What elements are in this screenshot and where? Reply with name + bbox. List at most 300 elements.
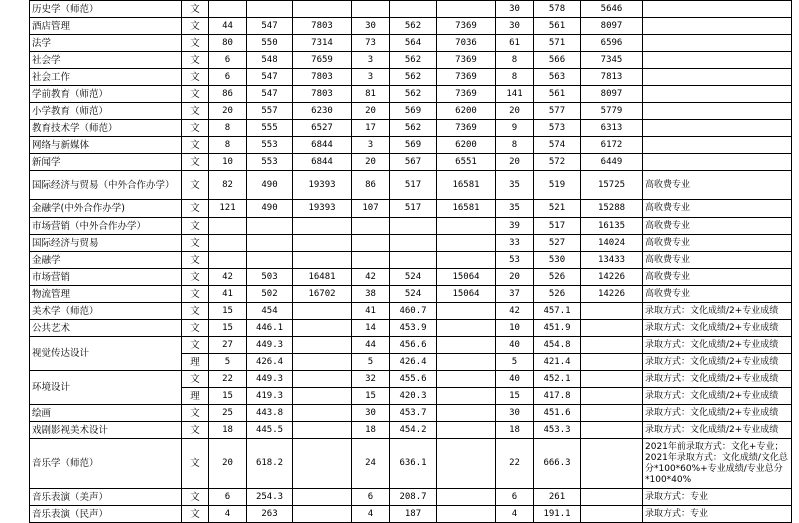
value-cell: 16581 xyxy=(437,171,496,200)
value-cell xyxy=(293,405,352,422)
table-row xyxy=(30,18,792,35)
value-cell: 453.9 xyxy=(390,320,437,337)
value-cell: 41 xyxy=(352,303,390,320)
value-cell: 6 xyxy=(496,489,534,506)
admission-score-table xyxy=(29,0,792,523)
subject-type-cell: 文 xyxy=(182,35,209,52)
value-cell: 8097 xyxy=(581,18,643,35)
value-cell: 419.3 xyxy=(247,388,293,405)
value-cell xyxy=(437,371,496,388)
value-cell xyxy=(581,489,643,506)
value-cell: 7369 xyxy=(437,120,496,137)
value-cell: 4 xyxy=(352,506,390,523)
value-cell: 5 xyxy=(496,354,534,371)
value-cell: 564 xyxy=(390,35,437,52)
value-cell: 24 xyxy=(352,439,390,489)
value-cell: 6449 xyxy=(581,154,643,171)
value-cell xyxy=(437,235,496,252)
value-cell xyxy=(581,422,643,439)
subject-type-cell: 文 xyxy=(182,303,209,320)
value-cell: 191.1 xyxy=(534,506,581,523)
value-cell: 3 xyxy=(352,137,390,154)
value-cell: 15064 xyxy=(437,286,496,303)
value-cell: 254.3 xyxy=(247,489,293,506)
value-cell xyxy=(293,1,352,18)
value-cell: 15 xyxy=(496,388,534,405)
value-cell: 4 xyxy=(496,506,534,523)
value-cell: 460.7 xyxy=(390,303,437,320)
note-cell: 录取方式：文化成绩/2+专业成绩 xyxy=(643,422,792,439)
value-cell: 19393 xyxy=(293,200,352,218)
value-cell: 14 xyxy=(352,320,390,337)
subject-type-cell: 文 xyxy=(182,69,209,86)
value-cell: 37 xyxy=(496,286,534,303)
value-cell: 8 xyxy=(496,69,534,86)
value-cell: 6313 xyxy=(581,120,643,137)
note-cell xyxy=(643,137,792,154)
table-row xyxy=(30,439,792,489)
value-cell xyxy=(437,218,496,235)
value-cell: 6527 xyxy=(293,120,352,137)
value-cell xyxy=(293,422,352,439)
value-cell: 519 xyxy=(534,171,581,200)
value-cell: 562 xyxy=(390,52,437,69)
value-cell: 17 xyxy=(352,120,390,137)
value-cell: 121 xyxy=(209,200,247,218)
value-cell: 208.7 xyxy=(390,489,437,506)
value-cell: 42 xyxy=(352,269,390,286)
value-cell: 555 xyxy=(247,120,293,137)
value-cell xyxy=(437,388,496,405)
note-cell: 高收费专业 xyxy=(643,269,792,286)
major-name-cell: 网络与新媒体 xyxy=(30,137,182,154)
value-cell: 527 xyxy=(534,235,581,252)
value-cell xyxy=(390,1,437,18)
note-cell xyxy=(643,35,792,52)
value-cell: 18 xyxy=(496,422,534,439)
value-cell: 15 xyxy=(209,388,247,405)
value-cell: 578 xyxy=(534,1,581,18)
value-cell: 22 xyxy=(496,439,534,489)
subject-type-cell: 文 xyxy=(182,439,209,489)
subject-type-cell: 文 xyxy=(182,489,209,506)
note-cell: 2021年前录取方式：文化+专业； 2021年录取方式：文化成绩/文化总分*100*60%+专业成绩/专业总分*100*40% xyxy=(643,439,792,489)
value-cell: 33 xyxy=(496,235,534,252)
value-cell: 42 xyxy=(209,269,247,286)
value-cell: 14226 xyxy=(581,286,643,303)
value-cell xyxy=(247,252,293,269)
value-cell: 574 xyxy=(534,137,581,154)
major-name-cell: 法学 xyxy=(30,35,182,52)
value-cell: 417.8 xyxy=(534,388,581,405)
table-row xyxy=(30,35,792,52)
value-cell: 15725 xyxy=(581,171,643,200)
subject-type-cell: 文 xyxy=(182,422,209,439)
value-cell: 3 xyxy=(352,52,390,69)
value-cell: 455.6 xyxy=(390,371,437,388)
value-cell xyxy=(293,388,352,405)
value-cell: 4 xyxy=(209,506,247,523)
table-row xyxy=(30,69,792,86)
note-cell: 录取方式：专业 xyxy=(643,506,792,523)
value-cell: 32 xyxy=(352,371,390,388)
note-cell: 录取方式：文化成绩/2+专业成绩 xyxy=(643,388,792,405)
value-cell xyxy=(293,320,352,337)
value-cell: 40 xyxy=(496,371,534,388)
value-cell: 8 xyxy=(496,137,534,154)
value-cell: 10 xyxy=(209,154,247,171)
value-cell: 547 xyxy=(247,69,293,86)
value-cell: 8097 xyxy=(581,86,643,103)
note-cell xyxy=(643,52,792,69)
subject-type-cell: 文 xyxy=(182,103,209,120)
subject-type-cell: 文 xyxy=(182,506,209,523)
value-cell xyxy=(581,506,643,523)
major-name-cell: 戏剧影视美术设计 xyxy=(30,422,182,439)
value-cell: 562 xyxy=(390,69,437,86)
subject-type-cell: 理 xyxy=(182,354,209,371)
value-cell: 7314 xyxy=(293,35,352,52)
value-cell xyxy=(581,337,643,354)
value-cell: 20 xyxy=(352,154,390,171)
value-cell: 107 xyxy=(352,200,390,218)
value-cell: 449.3 xyxy=(247,371,293,388)
value-cell: 453.3 xyxy=(534,422,581,439)
note-cell xyxy=(643,1,792,18)
value-cell: 577 xyxy=(534,103,581,120)
value-cell: 490 xyxy=(247,200,293,218)
major-name-cell: 国际经济与贸易（中外合作办学） xyxy=(30,171,182,200)
value-cell: 81 xyxy=(352,86,390,103)
value-cell: 15 xyxy=(209,320,247,337)
value-cell: 261 xyxy=(534,489,581,506)
value-cell: 503 xyxy=(247,269,293,286)
value-cell: 562 xyxy=(390,120,437,137)
value-cell: 44 xyxy=(209,18,247,35)
value-cell: 562 xyxy=(390,18,437,35)
value-cell xyxy=(293,218,352,235)
value-cell: 6596 xyxy=(581,35,643,52)
value-cell xyxy=(352,252,390,269)
value-cell: 5 xyxy=(352,354,390,371)
value-cell: 572 xyxy=(534,154,581,171)
note-cell: 录取方式：专业 xyxy=(643,489,792,506)
value-cell: 263 xyxy=(247,506,293,523)
value-cell xyxy=(437,506,496,523)
value-cell: 15 xyxy=(352,388,390,405)
value-cell: 6551 xyxy=(437,154,496,171)
major-name-cell: 学前教育（师范） xyxy=(30,86,182,103)
major-name-cell: 酒店管理 xyxy=(30,18,182,35)
major-name-cell: 金融学 xyxy=(30,252,182,269)
value-cell xyxy=(293,371,352,388)
value-cell: 80 xyxy=(209,35,247,52)
value-cell xyxy=(437,489,496,506)
value-cell: 524 xyxy=(390,269,437,286)
value-cell: 20 xyxy=(496,154,534,171)
value-cell xyxy=(581,439,643,489)
value-cell xyxy=(437,1,496,18)
value-cell: 517 xyxy=(390,200,437,218)
value-cell: 562 xyxy=(390,86,437,103)
value-cell xyxy=(209,235,247,252)
value-cell: 426.4 xyxy=(390,354,437,371)
value-cell: 526 xyxy=(534,269,581,286)
note-cell: 高收费专业 xyxy=(643,235,792,252)
value-cell: 18 xyxy=(209,422,247,439)
value-cell: 530 xyxy=(534,252,581,269)
note-cell xyxy=(643,69,792,86)
value-cell: 454.2 xyxy=(390,422,437,439)
major-name-cell: 社会工作 xyxy=(30,69,182,86)
note-cell xyxy=(643,86,792,103)
value-cell: 18 xyxy=(352,422,390,439)
value-cell: 567 xyxy=(390,154,437,171)
subject-type-cell: 文 xyxy=(182,171,209,200)
value-cell: 6 xyxy=(209,69,247,86)
value-cell: 5646 xyxy=(581,1,643,18)
value-cell xyxy=(437,422,496,439)
table-row xyxy=(30,137,792,154)
value-cell xyxy=(293,252,352,269)
value-cell: 39 xyxy=(496,218,534,235)
major-name-cell: 绘画 xyxy=(30,405,182,422)
value-cell: 3 xyxy=(352,69,390,86)
subject-type-cell: 文 xyxy=(182,269,209,286)
value-cell: 566 xyxy=(534,52,581,69)
major-name-cell: 美术学（师范） xyxy=(30,303,182,320)
table-row xyxy=(30,154,792,171)
value-cell: 454.8 xyxy=(534,337,581,354)
value-cell: 187 xyxy=(390,506,437,523)
value-cell xyxy=(437,252,496,269)
value-cell xyxy=(581,303,643,320)
major-name-cell: 公共艺术 xyxy=(30,320,182,337)
value-cell: 569 xyxy=(390,103,437,120)
value-cell: 573 xyxy=(534,120,581,137)
note-cell: 高收费专业 xyxy=(643,218,792,235)
value-cell: 20 xyxy=(209,439,247,489)
subject-type-cell: 文 xyxy=(182,137,209,154)
value-cell: 141 xyxy=(496,86,534,103)
value-cell: 53 xyxy=(496,252,534,269)
value-cell: 5 xyxy=(209,354,247,371)
value-cell: 452.1 xyxy=(534,371,581,388)
note-cell xyxy=(643,120,792,137)
value-cell: 557 xyxy=(247,103,293,120)
value-cell: 524 xyxy=(390,286,437,303)
subject-type-cell: 文 xyxy=(182,371,209,388)
value-cell xyxy=(437,354,496,371)
value-cell xyxy=(581,354,643,371)
value-cell: 457.1 xyxy=(534,303,581,320)
value-cell: 40 xyxy=(496,337,534,354)
subject-type-cell: 文 xyxy=(182,286,209,303)
value-cell: 38 xyxy=(352,286,390,303)
value-cell: 426.4 xyxy=(247,354,293,371)
value-cell: 421.4 xyxy=(534,354,581,371)
subject-type-cell: 文 xyxy=(182,337,209,354)
value-cell xyxy=(390,218,437,235)
major-name-cell: 市场营销 xyxy=(30,269,182,286)
value-cell xyxy=(352,235,390,252)
value-cell: 517 xyxy=(534,218,581,235)
note-cell xyxy=(643,154,792,171)
value-cell: 7803 xyxy=(293,18,352,35)
value-cell: 636.1 xyxy=(390,439,437,489)
value-cell: 502 xyxy=(247,286,293,303)
note-cell: 录取方式：文化成绩/2+专业成绩 xyxy=(643,303,792,320)
table-row xyxy=(30,86,792,103)
value-cell xyxy=(437,405,496,422)
value-cell: 8 xyxy=(209,137,247,154)
note-cell: 高收费专业 xyxy=(643,286,792,303)
value-cell: 618.2 xyxy=(247,439,293,489)
value-cell: 446.1 xyxy=(247,320,293,337)
value-cell: 16702 xyxy=(293,286,352,303)
value-cell: 20 xyxy=(209,103,247,120)
value-cell: 7369 xyxy=(437,52,496,69)
value-cell: 526 xyxy=(534,286,581,303)
value-cell: 16581 xyxy=(437,200,496,218)
value-cell: 7803 xyxy=(293,86,352,103)
table-row xyxy=(30,269,792,286)
value-cell: 547 xyxy=(247,86,293,103)
value-cell: 42 xyxy=(496,303,534,320)
table-row xyxy=(30,218,792,235)
major-name-cell: 历史学（师范） xyxy=(30,1,182,18)
note-cell: 录取方式：文化成绩/2+专业成绩 xyxy=(643,405,792,422)
value-cell: 521 xyxy=(534,200,581,218)
note-cell: 高收费专业 xyxy=(643,171,792,200)
value-cell: 5779 xyxy=(581,103,643,120)
table-row xyxy=(30,303,792,320)
subject-type-cell: 文 xyxy=(182,252,209,269)
note-cell: 录取方式：文化成绩/2+专业成绩 xyxy=(643,371,792,388)
value-cell: 22 xyxy=(209,371,247,388)
value-cell: 420.3 xyxy=(390,388,437,405)
value-cell: 6844 xyxy=(293,137,352,154)
value-cell xyxy=(352,218,390,235)
major-name-cell: 教育技术学（师范） xyxy=(30,120,182,137)
table-row xyxy=(30,405,792,422)
value-cell xyxy=(293,303,352,320)
value-cell xyxy=(293,235,352,252)
value-cell: 454 xyxy=(247,303,293,320)
value-cell: 41 xyxy=(209,286,247,303)
value-cell: 82 xyxy=(209,171,247,200)
value-cell: 666.3 xyxy=(534,439,581,489)
value-cell xyxy=(247,218,293,235)
note-cell xyxy=(643,103,792,120)
value-cell: 44 xyxy=(352,337,390,354)
value-cell xyxy=(293,506,352,523)
value-cell: 35 xyxy=(496,200,534,218)
table-row xyxy=(30,286,792,303)
value-cell: 73 xyxy=(352,35,390,52)
value-cell: 451.6 xyxy=(534,405,581,422)
value-cell: 6844 xyxy=(293,154,352,171)
value-cell: 6 xyxy=(352,489,390,506)
note-cell: 高收费专业 xyxy=(643,252,792,269)
note-cell: 录取方式：文化成绩/2+专业成绩 xyxy=(643,354,792,371)
subject-type-cell: 文 xyxy=(182,86,209,103)
value-cell: 13433 xyxy=(581,252,643,269)
value-cell: 8 xyxy=(496,52,534,69)
table-row xyxy=(30,422,792,439)
value-cell: 456.6 xyxy=(390,337,437,354)
major-name-cell: 国际经济与贸易 xyxy=(30,235,182,252)
value-cell xyxy=(437,303,496,320)
value-cell: 548 xyxy=(247,52,293,69)
subject-type-cell: 文 xyxy=(182,320,209,337)
value-cell: 561 xyxy=(534,18,581,35)
value-cell: 7036 xyxy=(437,35,496,52)
value-cell: 15 xyxy=(209,303,247,320)
value-cell: 6172 xyxy=(581,137,643,154)
value-cell: 86 xyxy=(352,171,390,200)
value-cell: 7803 xyxy=(293,69,352,86)
table-row xyxy=(30,103,792,120)
value-cell: 30 xyxy=(496,1,534,18)
subject-type-cell: 文 xyxy=(182,200,209,218)
value-cell: 27 xyxy=(209,337,247,354)
subject-type-cell: 文 xyxy=(182,120,209,137)
value-cell xyxy=(293,337,352,354)
value-cell: 19393 xyxy=(293,171,352,200)
major-name-cell: 音乐表演（美声） xyxy=(30,489,182,506)
subject-type-cell: 文 xyxy=(182,218,209,235)
value-cell: 8 xyxy=(209,120,247,137)
major-name-cell: 金融学(中外合作办学) xyxy=(30,200,182,218)
major-name-cell: 音乐学（师范） xyxy=(30,439,182,489)
table-row xyxy=(30,506,792,523)
value-cell: 86 xyxy=(209,86,247,103)
value-cell xyxy=(390,252,437,269)
value-cell: 14024 xyxy=(581,235,643,252)
value-cell xyxy=(293,489,352,506)
value-cell xyxy=(247,235,293,252)
value-cell: 7369 xyxy=(437,86,496,103)
value-cell: 15288 xyxy=(581,200,643,218)
table-row xyxy=(30,489,792,506)
major-name-cell: 新闻学 xyxy=(30,154,182,171)
value-cell xyxy=(581,388,643,405)
subject-type-cell: 文 xyxy=(182,52,209,69)
subject-type-cell: 理 xyxy=(182,388,209,405)
value-cell: 30 xyxy=(352,18,390,35)
value-cell: 553 xyxy=(247,137,293,154)
subject-type-cell: 文 xyxy=(182,405,209,422)
subject-type-cell: 文 xyxy=(182,1,209,18)
value-cell: 10 xyxy=(496,320,534,337)
value-cell: 571 xyxy=(534,35,581,52)
value-cell: 453.7 xyxy=(390,405,437,422)
value-cell xyxy=(437,337,496,354)
value-cell xyxy=(581,320,643,337)
value-cell: 9 xyxy=(496,120,534,137)
table-row xyxy=(30,120,792,137)
value-cell xyxy=(209,1,247,18)
value-cell: 30 xyxy=(496,405,534,422)
major-name-cell: 视觉传达设计 xyxy=(30,337,182,371)
value-cell: 20 xyxy=(496,269,534,286)
value-cell: 14226 xyxy=(581,269,643,286)
value-cell: 561 xyxy=(534,86,581,103)
value-cell: 569 xyxy=(390,137,437,154)
value-cell xyxy=(209,218,247,235)
table-row xyxy=(30,1,792,18)
